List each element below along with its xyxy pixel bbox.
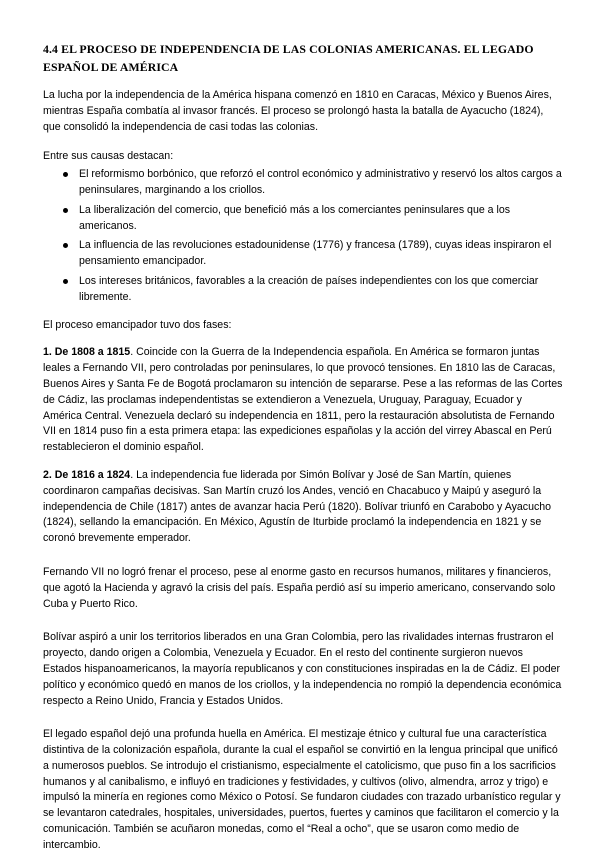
list-item-text: La liberalización del comercio, que benefició más a los comerciantes peninsulares que a los americanos. [79,203,511,232]
phase-1-text: . Coincide con la Guerra de la Independencia española. En América se formaron juntas leales a Fernando VII, pero controladas por peninsulares, lo que provocó tensiones. En 1810 las de Caracas, Buenos Aires y Santa Fe de Bogotá proclamaron su intención de separarse. Pese a las reformas de las Cortes de Cádiz, las proclamas independentistas se extendieron a Venezuela, Uruguay, Paraguay, Ecuador y América Central. Venezuela declaró su independencia en 1811, pero la restauración absolutista de Fernando VII en 1814 puso fin a esta primera etapa: las expediciones españolas y la acción del virrey Abascal en Perú restablecieron el dominio español. [43,346,563,454]
list-item [43,203,563,235]
causes-heading: Entre sus causas destacan: [43,150,174,163]
list-item [43,238,563,270]
list-item-text: Los intereses británicos, favorables a la creación de países independientes con los que comerciar libremente. [79,274,539,303]
document-body [43,40,563,854]
list-item-text: El reformismo borbónico, que reforzó el control económico y administrativo y reservó los altos cargos a peninsulares, marginando a los criollos. [79,168,562,196]
phase-1-label: 1. De 1808 a 1815 [43,346,131,359]
phase-1-paragraph [43,345,563,456]
bolivar-paragraph: Bolívar aspiró a unir los territorios liberados en una Gran Colombia, pero las rivalidades internas frustraron el proyecto, dando origen a Colombia, Venezuela y Ecuador. En el resto del continente surgieron nuevos Estados hispanoamericanos, la mayoría republicanos y con constituciones inspiradas en la de Cádiz. El poder político y económico quedó en manos de los criollos, y la independencia no rompió la dependencia económica respecto a Reino Unido, Francia y Estados Unidos. [43,631,562,707]
bullet-icon [63,208,68,213]
phase-2-label: 2. De 1816 a 1824 [43,468,131,481]
list-item [43,167,563,199]
legado-paragraph: El legado español dejó una profunda huella en América. El mestizaje étnico y cultural fue una característica distintiva de la colonización española, durante la cual el español se convirtió en la lengua principal que unificó a numerosos pueblos. Se introdujo el cristianismo, especialmente el catolicismo, que puso fin a los sacrificios humanos y al canibalismo, e influyó en tradiciones y festividades, y cultivos (olivo, almendra, arroz y trigo) e impulsó la minería en regiones como México o Potosí. Se fundaron ciudades con trazado urbanístico regular y se levantaron catedrales, hospitales, universidades, puertos, fuertes y caminos que facilitaron el comercio y la comunicación. También se acuñaron monedas, como el “Real a ocho”, que se usaron como medio de intercambio. [43,728,561,851]
phase-2-text: . La independencia fue liderada por Simón Bolívar y José de San Martín, quienes coordinaron campañas decisivas. San Martín cruzó los Andes, venció en Chacabuco y Maipú y aseguró la independencia de Chile (1817) antes de avanzar hacia Perú (1820). Bolívar triunfó en Carabobo y Ayacucho (1824), sellando la emancipación. En México, Agustín de Iturbide proclamó la independencia en 1821 y se coronó brevemente emperador. [43,468,552,545]
section-title: 4.4 EL PROCESO DE INDEPENDENCIA DE LAS COLONIAS AMERICANAS. EL LEGADO ESPAÑOL DE AMÉRICA [43,42,534,74]
phase-2-paragraph [43,468,563,547]
phases-intro: El proceso emancipador tuvo dos fases: [43,318,232,331]
intro-paragraph: La lucha por la independencia de la América hispana comenzó en 1810 en Caracas, México y Buenos Aires, mientras España combatía al invasor francés. El proceso se prolongó hasta la batalla de Ayacucho (1824), que consolidó la independencia de casi todas las colonias. [43,89,552,133]
bullet-icon [63,172,68,177]
list-item [43,274,563,306]
list-item-text: La influencia de las revoluciones estadounidense (1776) y francesa (1789), cuyas ideas inspiraron el pensamiento emancipador. [79,239,552,268]
fernando-paragraph: Fernando VII no logró frenar el proceso, pese al enorme gasto en recursos humanos, militares y financieros, que agotó la Hacienda y agravó la crisis del país. España perdió así su imperio americano, conservando solo Cuba y Puerto Rico. [43,565,556,610]
bullet-icon [63,279,68,284]
bullet-icon [63,243,68,248]
causes-list [43,167,563,305]
